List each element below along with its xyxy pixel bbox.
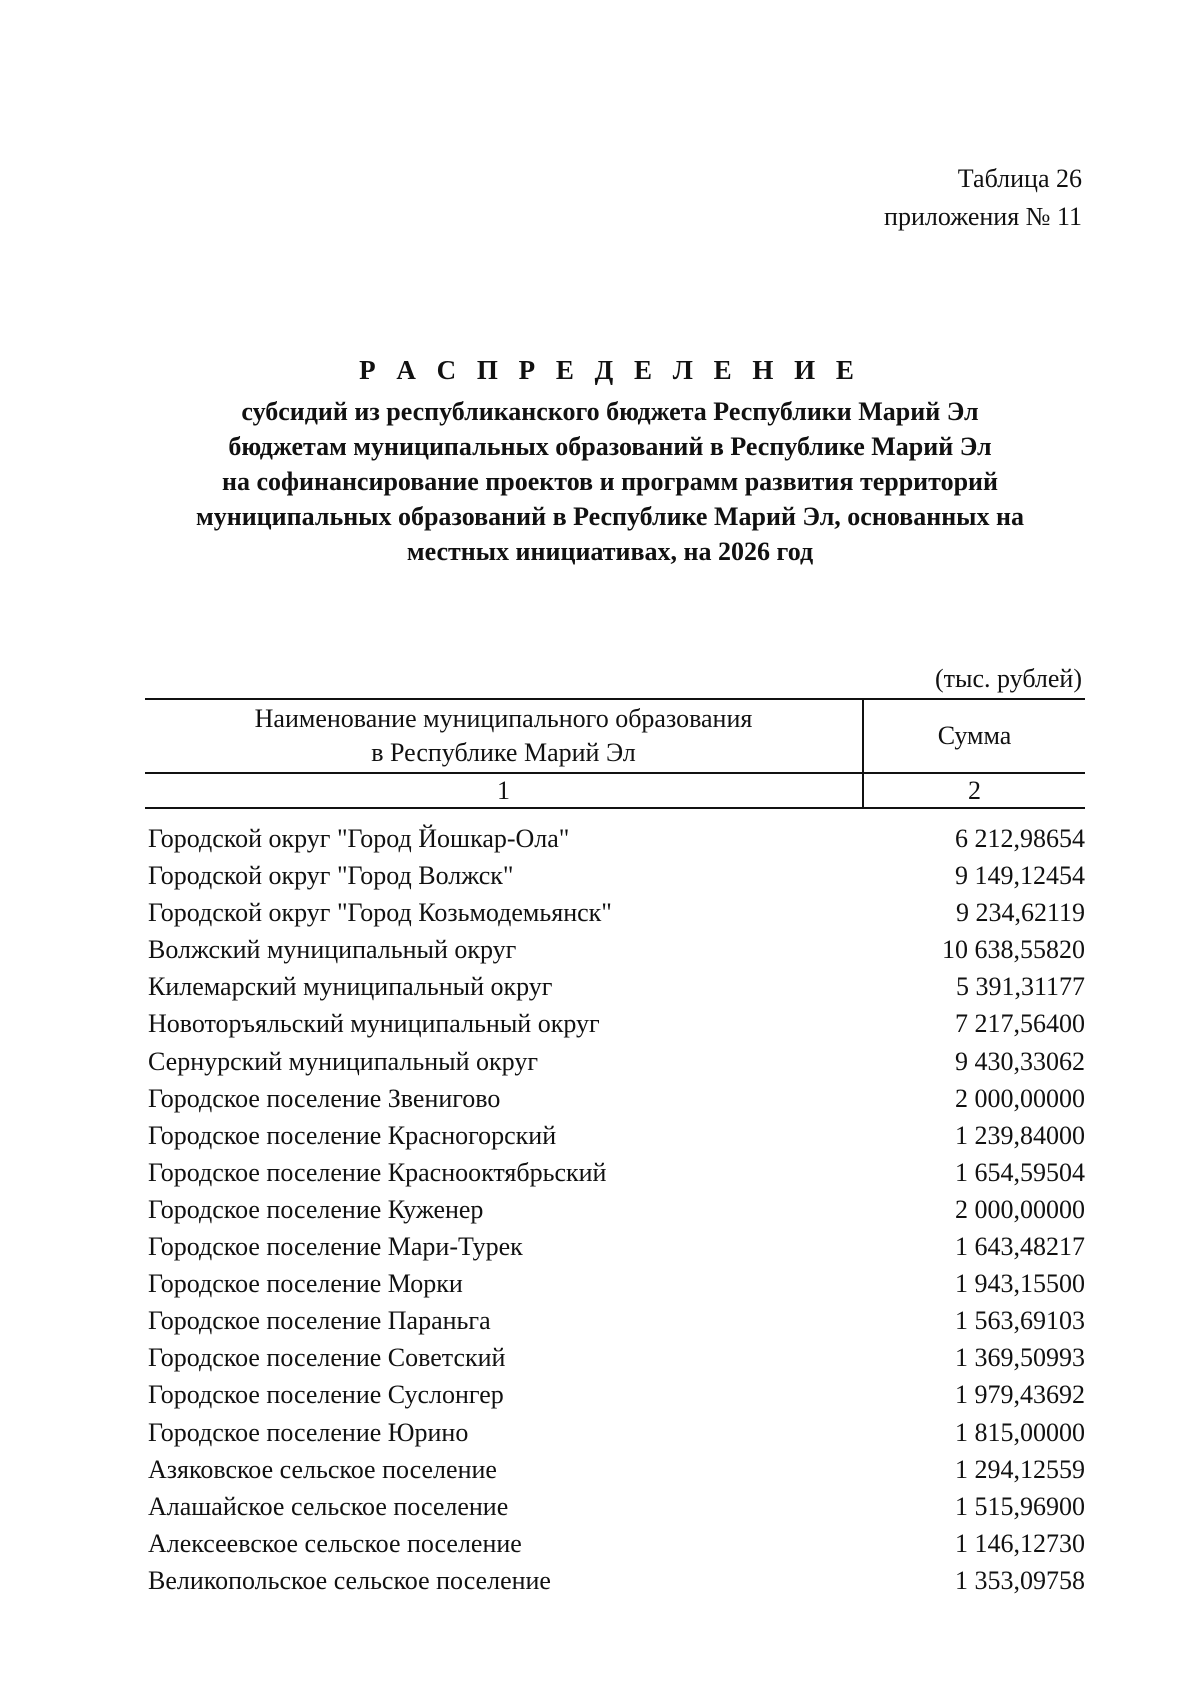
table-row [148, 1228, 1085, 1265]
table-row [148, 1414, 1085, 1451]
municipality-name: Новоторъяльский муниципальный округ [148, 1009, 600, 1039]
table-row [148, 1376, 1085, 1413]
municipality-name: Городское поселение Куженер [148, 1194, 484, 1224]
subsidy-amount: 1 643,48217 [955, 1232, 1085, 1262]
subsidy-amount: 1 515,96900 [955, 1491, 1085, 1521]
table-row [148, 894, 1085, 931]
municipality-name: Алашайское сельское поселение [148, 1491, 509, 1521]
municipality-name: Городской округ "Город Йошкар-Ола" [148, 824, 570, 853]
subsidy-amount: 9 234,62119 [955, 898, 1085, 928]
column-number-1: 1 [145, 773, 863, 808]
municipality-name: Городское поселение Суслонгер [148, 1380, 504, 1410]
subsidy-amount: 9 149,12454 [955, 861, 1085, 891]
subsidy-amount: 1 815,00000 [955, 1417, 1085, 1447]
table-body [148, 820, 1085, 1599]
document-title [140, 348, 1080, 569]
table-header [145, 698, 1085, 809]
municipality-name: Великопольское сельское поселение [148, 1565, 551, 1595]
title-line: местных инициативах, на 2026 год [406, 537, 814, 566]
subsidy-amount: 7 217,56400 [955, 1009, 1085, 1039]
table-row [148, 1191, 1085, 1228]
table-row [148, 1562, 1085, 1599]
column-header-name-line2: в Республике Марий Эл [371, 738, 636, 767]
subsidy-amount: 6 212,98654 [955, 824, 1085, 853]
title-line: субсидий из республиканского бюджета Республики Марий Эл [241, 397, 979, 426]
municipality-name: Городское поселение Морки [148, 1269, 463, 1299]
subsidy-amount: 1 654,59504 [955, 1157, 1085, 1187]
title-line: бюджетам муниципальных образований в Республике Марий Эл [228, 432, 992, 461]
subsidy-amount: 1 239,84000 [955, 1120, 1085, 1150]
table-number: Таблица 26 [957, 164, 1082, 193]
column-header-sum: Сумма [863, 699, 1085, 773]
column-number-2: 2 [863, 773, 1085, 808]
municipality-name: Килемарский муниципальный округ [148, 972, 553, 1002]
subsidy-amount: 2 000,00000 [955, 1194, 1085, 1224]
municipality-name: Алексеевское сельское поселение [148, 1528, 522, 1558]
table-row [148, 1154, 1085, 1191]
municipality-name: Городское поселение Звенигово [148, 1083, 501, 1113]
title-line: на софинансирование проектов и программ развития территорий [221, 467, 999, 496]
table-row [148, 1339, 1085, 1376]
municipality-name: Городское поселение Мари-Турек [148, 1232, 523, 1262]
municipality-name: Сернурский муниципальный округ [148, 1046, 538, 1076]
municipality-name: Городское поселение Красногорский [148, 1120, 557, 1150]
unit-label: (тыс. рублей) [934, 664, 1082, 693]
subsidy-amount: 1 294,12559 [955, 1454, 1085, 1484]
table-row [148, 1488, 1085, 1525]
subsidy-amount: 1 943,15500 [955, 1269, 1085, 1299]
appendix-number: приложения № 11 [884, 202, 1082, 231]
table-row [148, 968, 1085, 1005]
table-row [148, 1043, 1085, 1080]
municipality-name: Городское поселение Краснооктябрьский [148, 1157, 607, 1187]
column-header-name-line1: Наименование муниципального образования [254, 704, 753, 733]
table-row [148, 1265, 1085, 1302]
municipality-name: Городское поселение Советский [148, 1343, 506, 1373]
subsidy-amount: 1 146,12730 [955, 1528, 1085, 1558]
municipality-name: Азяковское сельское поселение [148, 1454, 497, 1484]
table-row [148, 1117, 1085, 1154]
subsidy-amount: 2 000,00000 [955, 1083, 1085, 1113]
table-row [148, 1302, 1085, 1339]
table-row [148, 857, 1085, 894]
subsidy-amount: 9 430,33062 [955, 1046, 1085, 1076]
subsidy-amount: 10 638,55820 [942, 935, 1085, 965]
table-reference [884, 160, 1082, 236]
subsidy-amount: 1 979,43692 [955, 1380, 1085, 1410]
title-line: муниципальных образований в Республике Марий Эл, основанных на [196, 502, 1024, 531]
title-heading: Р А С П Р Е Д Е Л Е Н И Е [359, 355, 861, 385]
subsidy-amount: 1 353,09758 [955, 1565, 1085, 1595]
municipality-name: Городское поселение Параньга [148, 1306, 491, 1336]
subsidy-amount: 1 369,50993 [955, 1343, 1085, 1373]
municipality-name: Городское поселение Юрино [148, 1417, 469, 1447]
municipality-name: Волжский муниципальный округ [148, 935, 517, 965]
municipality-name: Городской округ "Город Козьмодемьянск" [148, 898, 612, 928]
column-header-name [145, 699, 863, 773]
table-row [148, 931, 1085, 968]
table-row [148, 1525, 1085, 1562]
table-row [148, 1451, 1085, 1488]
subsidy-amount: 1 563,69103 [955, 1306, 1085, 1336]
table-row [148, 820, 1085, 857]
table-row [148, 1080, 1085, 1117]
municipality-name: Городской округ "Город Волжск" [148, 861, 514, 891]
table-row [148, 1005, 1085, 1042]
subsidy-amount: 5 391,31177 [955, 972, 1085, 1002]
